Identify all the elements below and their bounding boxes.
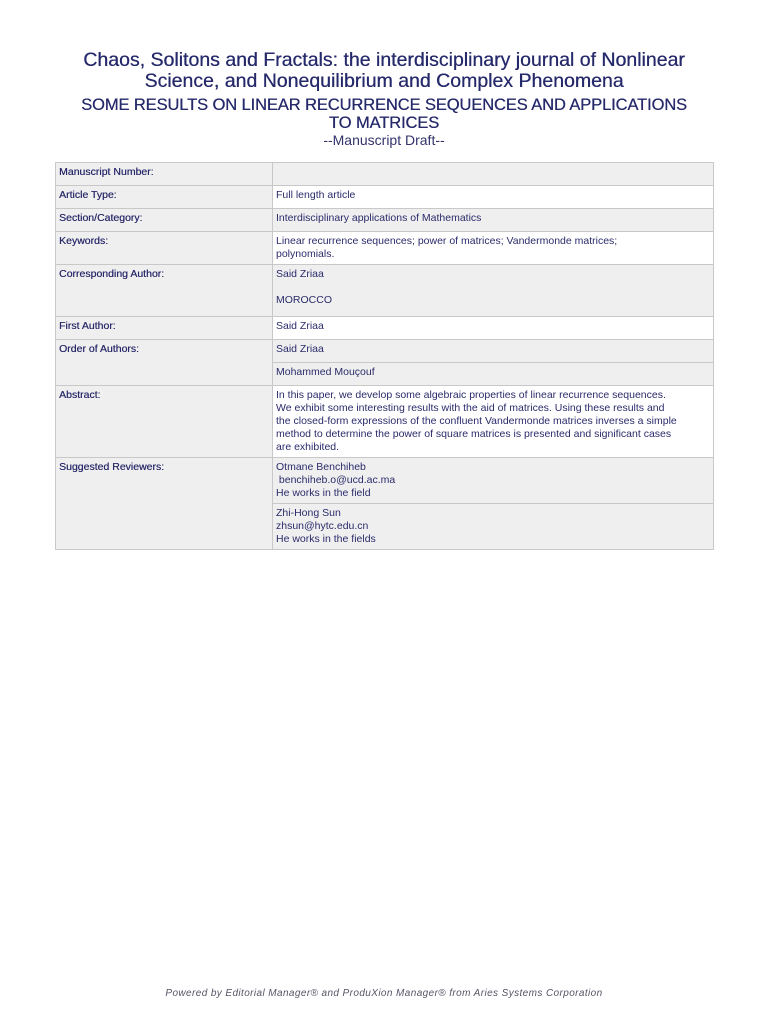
table-row-first-author — [56, 317, 714, 340]
keywords-value — [273, 232, 714, 265]
reviewer-1-email: benchiheb.o@ucd.ac.ma — [276, 474, 396, 486]
table-row-manuscript-number — [56, 163, 714, 186]
paper-title-line-1: SOME RESULTS ON LINEAR RECURRENCE SEQUENCES AND APPLICATIONS — [81, 96, 687, 114]
paper-title-line-2: TO MATRICES — [328, 114, 440, 132]
manuscript-number-label: Manuscript Number: — [56, 163, 273, 186]
abstract-line-5: are exhibited. — [276, 441, 340, 453]
corresponding-author-value — [273, 265, 714, 317]
corresponding-author-name: Said Zriaa — [276, 268, 324, 280]
order-of-authors-second: Mohammed Mouçouf — [273, 363, 714, 386]
reviewer-1-name: Otmane Benchiheb — [276, 461, 366, 473]
table-row-suggested-reviewers — [56, 458, 714, 504]
journal-title-line-1: Chaos, Solitons and Fractals: the interdisciplinary journal of Nonlinear — [83, 49, 685, 71]
first-author-label: First Author: — [56, 317, 273, 340]
abstract-line-4: method to determine the power of square matrices is presented and significant cases — [276, 428, 672, 440]
reviewer-1 — [273, 458, 714, 504]
keywords-line-1: Linear recurrence sequences; power of matrices; Vandermonde matrices; — [276, 235, 618, 247]
journal-title — [30, 50, 738, 92]
article-type-label: Article Type: — [56, 186, 273, 209]
paper-title — [30, 96, 738, 132]
manuscript-number-value — [273, 163, 714, 186]
reviewer-2 — [273, 504, 714, 550]
footer-powered-by: Powered by Editorial Manager® and ProduXion Manager® from Aries Systems Corporation — [165, 988, 603, 999]
reviewer-2-note: He works in the fields — [276, 533, 376, 545]
manuscript-info-table — [55, 162, 714, 550]
abstract-line-1: In this paper, we develop some algebraic properties of linear recurrence sequences. — [276, 389, 666, 401]
order-of-authors-first: Said Zriaa — [273, 340, 714, 363]
corresponding-author-label: Corresponding Author: — [56, 265, 273, 317]
article-type-value: Full length article — [273, 186, 714, 209]
section-category-value: Interdisciplinary applications of Mathematics — [273, 209, 714, 232]
section-category-label: Section/Category: — [56, 209, 273, 232]
first-author-value: Said Zriaa — [273, 317, 714, 340]
table-row-keywords — [56, 232, 714, 265]
order-of-authors-label: Order of Authors: — [56, 340, 273, 386]
table-row-corresponding-author — [56, 265, 714, 317]
suggested-reviewers-label: Suggested Reviewers: — [56, 458, 273, 550]
table-row-order-of-authors — [56, 340, 714, 363]
reviewer-2-email: zhsun@hytc.edu.cn — [276, 520, 369, 532]
abstract-label: Abstract: — [56, 386, 273, 458]
abstract-text — [273, 386, 714, 458]
table-row-article-type — [56, 186, 714, 209]
abstract-line-2: We exhibit some interesting results with the aid of matrices. Using these results and — [276, 402, 665, 414]
keywords-label: Keywords: — [56, 232, 273, 265]
manuscript-draft-label: --Manuscript Draft-- — [323, 132, 445, 148]
table-row-abstract — [56, 386, 714, 458]
reviewer-1-note: He works in the field — [276, 487, 371, 499]
journal-title-line-2: Science, and Nonequilibrium and Complex Phenomena — [144, 70, 624, 92]
abstract-line-3: the closed-form expressions of the confluent Vandermonde matrices inverses a simple — [276, 415, 677, 427]
reviewer-2-name: Zhi-Hong Sun — [276, 507, 341, 519]
corresponding-author-country: MOROCCO — [276, 294, 332, 306]
keywords-line-2: polynomials. — [276, 248, 335, 260]
table-row-section-category — [56, 209, 714, 232]
